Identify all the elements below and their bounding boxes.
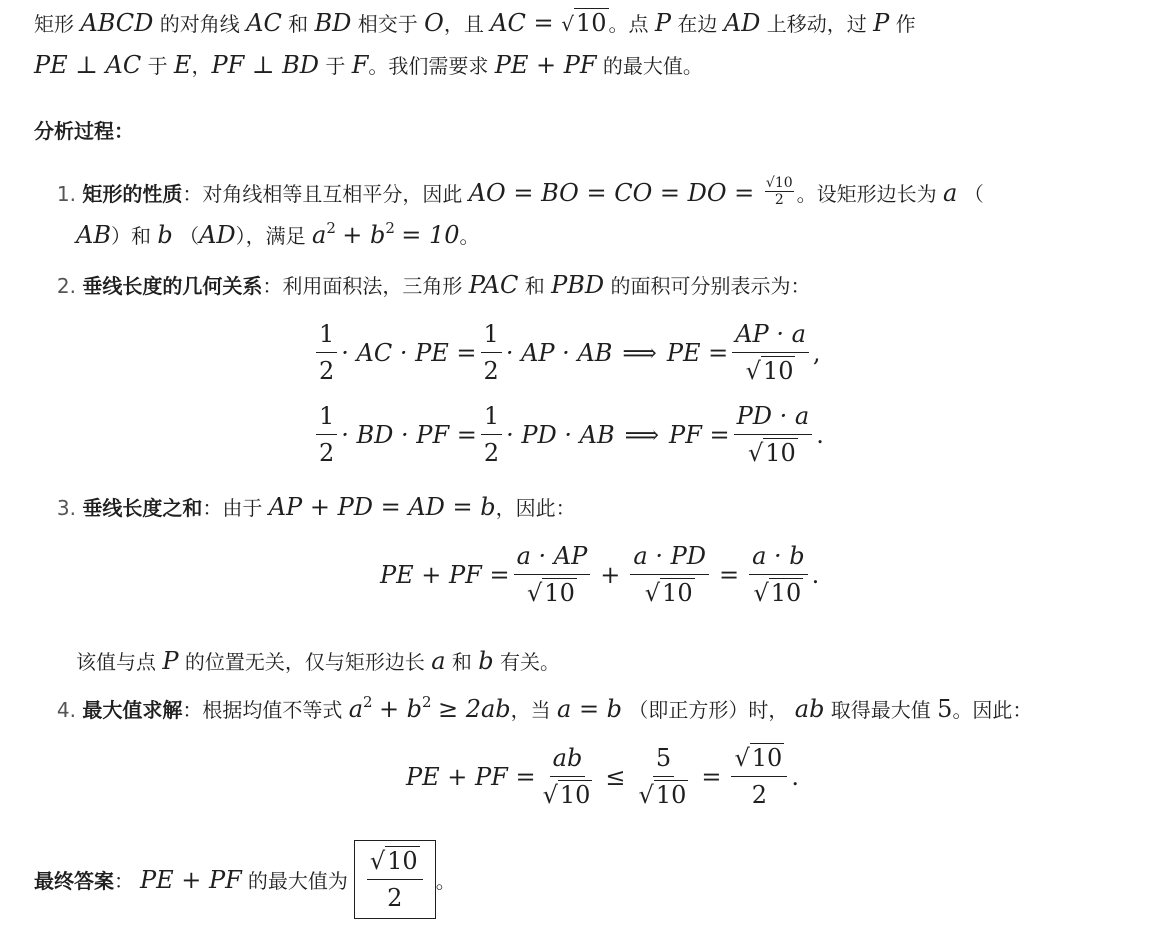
intro-text: 的对角线 xyxy=(159,12,240,36)
step-text: （ xyxy=(179,224,200,248)
fraction-numerator: AP · a xyxy=(732,318,809,353)
fraction-half xyxy=(481,400,502,469)
fraction-numerator: 1 xyxy=(316,318,337,353)
fraction-a-b xyxy=(749,540,808,609)
math-pe-plus-pf: PE + PF xyxy=(140,865,242,894)
punctuation: , xyxy=(812,338,821,367)
math-operator: + xyxy=(600,560,621,589)
superscript: 2 xyxy=(363,693,373,711)
step-text: ，当 xyxy=(510,698,551,722)
intro-text: 。点 xyxy=(608,12,649,36)
math-plus-b: + b xyxy=(342,221,386,249)
step-text: 取得最大值 xyxy=(830,698,931,722)
final-text: 。 xyxy=(435,869,456,893)
punctuation: . xyxy=(811,560,820,589)
superscript: 2 xyxy=(422,693,432,711)
implies-arrow: ⟹ xyxy=(622,338,657,367)
fraction-a-pd xyxy=(630,540,709,609)
math-e: E xyxy=(173,51,192,79)
superscript: 2 xyxy=(385,219,395,237)
fraction-numerator: PD · a xyxy=(734,400,813,435)
math-ac-eq: AC = xyxy=(490,9,562,37)
step-title: 垂线长度之和 xyxy=(82,496,203,520)
fraction-numerator: a · AP xyxy=(514,540,591,575)
math-expr: PF = xyxy=(669,420,730,449)
intro-text: 作 xyxy=(895,12,916,36)
fraction-denominator: 2 xyxy=(319,439,335,467)
math-operator: = xyxy=(701,762,722,791)
intro-line-1 xyxy=(34,8,916,39)
math-a: a xyxy=(312,221,327,249)
step-text: 的面积可分别表示为： xyxy=(610,274,811,298)
sqrt-radicand: 10 xyxy=(751,744,783,772)
math-ao-bo-co-do: AO = BO = CO = DO = xyxy=(468,179,762,207)
step-text: ：对角线相等且互相平分，因此 xyxy=(182,182,463,206)
step-title: 垂线长度的几何关系 xyxy=(82,274,263,298)
math-operator: ≤ xyxy=(605,762,626,791)
sqrt-symbol: √10 xyxy=(561,9,607,37)
math-p: P xyxy=(873,9,890,37)
math-ad: AD xyxy=(199,221,236,249)
math-ap-pd: AP + PD = AD = b xyxy=(268,493,496,521)
math-plus-b: + b xyxy=(378,695,423,723)
math-expr: PE = xyxy=(666,338,729,367)
math-a: a xyxy=(348,695,364,723)
note-text: 的位置无关，仅与矩形边长 xyxy=(184,650,425,674)
math-p: P xyxy=(162,647,179,675)
fraction-denominator: 2 xyxy=(751,781,768,809)
math-five: 5 xyxy=(937,695,953,723)
fraction-denominator: √10 xyxy=(542,781,591,809)
math-b: b xyxy=(157,221,173,249)
superscript: 2 xyxy=(326,219,336,237)
step-text: 和 xyxy=(524,274,545,298)
math-pac: PAC xyxy=(468,271,519,299)
step-number: 2. xyxy=(56,274,76,298)
fraction-denominator: 2 xyxy=(319,357,335,385)
intro-text: 于 xyxy=(325,54,346,78)
step-title: 最大值求解 xyxy=(82,698,183,722)
equation-area-pe xyxy=(312,318,821,387)
sqrt-radicand: 10 xyxy=(544,579,575,607)
step-number: 3. xyxy=(56,496,76,520)
step-number: 4. xyxy=(56,698,76,722)
fraction-numerator: √10 xyxy=(367,845,423,880)
fraction-numerator: √10 xyxy=(765,175,793,191)
final-title: 最终答案 xyxy=(34,869,114,893)
intro-text: 和 xyxy=(288,12,309,36)
step-2-line xyxy=(34,270,810,301)
fraction-numerator: 1 xyxy=(481,318,502,353)
math-expr: · AP · AB xyxy=(505,338,613,367)
sqrt-radicand: 10 xyxy=(576,9,607,37)
step-text: ：根据均值不等式 xyxy=(182,698,343,722)
fraction-answer xyxy=(367,845,423,914)
fraction-five xyxy=(636,742,692,811)
punctuation: . xyxy=(791,762,799,791)
math-pf-perp-bd: PF ⊥ BD xyxy=(211,51,319,79)
step-text: ），满足 xyxy=(235,224,306,248)
math-pbd: PBD xyxy=(551,271,605,299)
math-a: a xyxy=(943,179,958,207)
math-b: b xyxy=(478,647,494,675)
intro-line-2 xyxy=(34,50,703,81)
sqrt-radicand: 10 xyxy=(770,579,802,607)
math-expr: · BD · PF = xyxy=(341,420,477,449)
math-abcd: ABCD xyxy=(80,9,154,37)
punctuation: . xyxy=(816,420,824,449)
fraction-denominator: √10 xyxy=(747,439,796,467)
intro-text: ， xyxy=(191,54,212,78)
fraction-denominator: √10 xyxy=(527,579,575,607)
fraction-numerator: 1 xyxy=(481,400,502,435)
fraction-denominator: 2 xyxy=(483,439,500,467)
note-text: 和 xyxy=(451,650,472,674)
math-ge-2ab: ≥ 2ab xyxy=(437,695,511,723)
intro-text: 。我们需要求 xyxy=(368,54,489,78)
intro-text: 相交于 xyxy=(357,12,418,36)
implies-arrow: ⟹ xyxy=(624,420,660,449)
fraction-a-ap xyxy=(514,540,591,609)
math-pe-plus-pf: PE + PF xyxy=(494,51,597,79)
step-text: 。 xyxy=(459,224,480,248)
step-title: 矩形的性质 xyxy=(82,182,183,206)
note-text: 有关。 xyxy=(500,650,560,674)
intro-text: 于 xyxy=(147,54,168,78)
fraction-denominator: 2 xyxy=(483,357,499,385)
fraction-numerator: 5 xyxy=(653,742,674,777)
fraction-pf xyxy=(734,400,813,469)
sqrt-radicand: 10 xyxy=(662,579,693,607)
step-text: 。设矩形边长为 xyxy=(796,182,937,206)
fraction-half xyxy=(316,400,337,469)
math-p: P xyxy=(654,9,672,37)
fraction-numerator: a · PD xyxy=(630,540,709,575)
intro-text: 在边 xyxy=(677,12,718,36)
sqrt-radicand: 10 xyxy=(762,357,794,385)
fraction-half xyxy=(481,318,502,387)
step-text: ，因此： xyxy=(495,496,576,520)
final-text: ： xyxy=(114,869,134,893)
math-f: F xyxy=(351,51,369,79)
intro-text: 矩形 xyxy=(34,12,74,36)
small-fraction xyxy=(765,175,794,208)
step-text: 。因此： xyxy=(952,698,1033,722)
math-ad: AD xyxy=(723,9,761,37)
math-ab: AB xyxy=(76,221,111,249)
sqrt-radicand: 10 xyxy=(387,847,418,875)
step-text: ：利用面积法，三角形 xyxy=(262,274,463,298)
math-expr: PE + PF = xyxy=(380,560,510,589)
step-text: ）和 xyxy=(110,224,151,248)
fraction-denominator: 2 xyxy=(387,884,403,912)
math-bd: BD xyxy=(314,9,352,37)
math-pe-perp-ac: PE ⊥ AC xyxy=(34,51,142,79)
sqrt-radicand: 10 xyxy=(655,781,687,809)
step-text: （ xyxy=(963,182,984,206)
fraction-result xyxy=(731,742,787,811)
equation-max xyxy=(406,742,799,811)
intro-text: 的最大值。 xyxy=(602,54,703,78)
fraction-numerator: 1 xyxy=(316,400,337,435)
fraction-denominator: 2 xyxy=(774,192,784,208)
math-a-eq-b: a = b xyxy=(557,695,623,723)
fraction-denominator: √10 xyxy=(638,781,687,809)
math-operator: = xyxy=(718,560,740,589)
boxed-answer xyxy=(354,840,436,919)
math-ab: ab xyxy=(794,695,825,723)
note-line xyxy=(76,646,560,677)
fraction-denominator: √10 xyxy=(745,357,794,385)
final-text: 的最大值为 xyxy=(247,869,348,893)
equation-sum xyxy=(380,540,819,609)
math-o: O xyxy=(424,9,444,37)
math-expr: · AC · PE = xyxy=(341,338,477,367)
fraction-numerator: a · b xyxy=(749,540,808,575)
sqrt-radicand: 10 xyxy=(559,781,591,809)
fraction-denominator: √10 xyxy=(644,579,693,607)
final-answer xyxy=(34,840,456,919)
sqrt-radicand: 10 xyxy=(765,439,796,467)
intro-text: 上移动，过 xyxy=(766,12,867,36)
step-1-line-2 xyxy=(76,220,480,253)
note-text: 该值与点 xyxy=(76,650,156,674)
step-number: 1. xyxy=(56,182,76,206)
fraction-ab xyxy=(540,742,596,811)
step-3-line xyxy=(34,492,576,523)
fraction-numerator: ab xyxy=(550,742,586,777)
math-ac: AC xyxy=(246,9,282,37)
step-text: （即正方形）时， xyxy=(628,698,789,722)
intro-text: ，且 xyxy=(443,12,484,36)
fraction-numerator: √10 xyxy=(731,742,787,777)
math-eq-10: = 10 xyxy=(401,221,460,249)
math-expr: · PD · AB xyxy=(506,420,615,449)
fraction-pe xyxy=(732,318,809,387)
step-text: ：由于 xyxy=(202,496,263,520)
step-1-line-1 xyxy=(34,175,984,212)
math-expr: PE + PF = xyxy=(406,762,536,791)
equation-area-pf xyxy=(312,400,824,469)
fraction-denominator: √10 xyxy=(753,579,802,607)
math-a: a xyxy=(431,647,446,675)
step-4-line xyxy=(34,694,1032,727)
fraction-half xyxy=(316,318,337,387)
analysis-heading: 分析过程： xyxy=(34,119,134,143)
